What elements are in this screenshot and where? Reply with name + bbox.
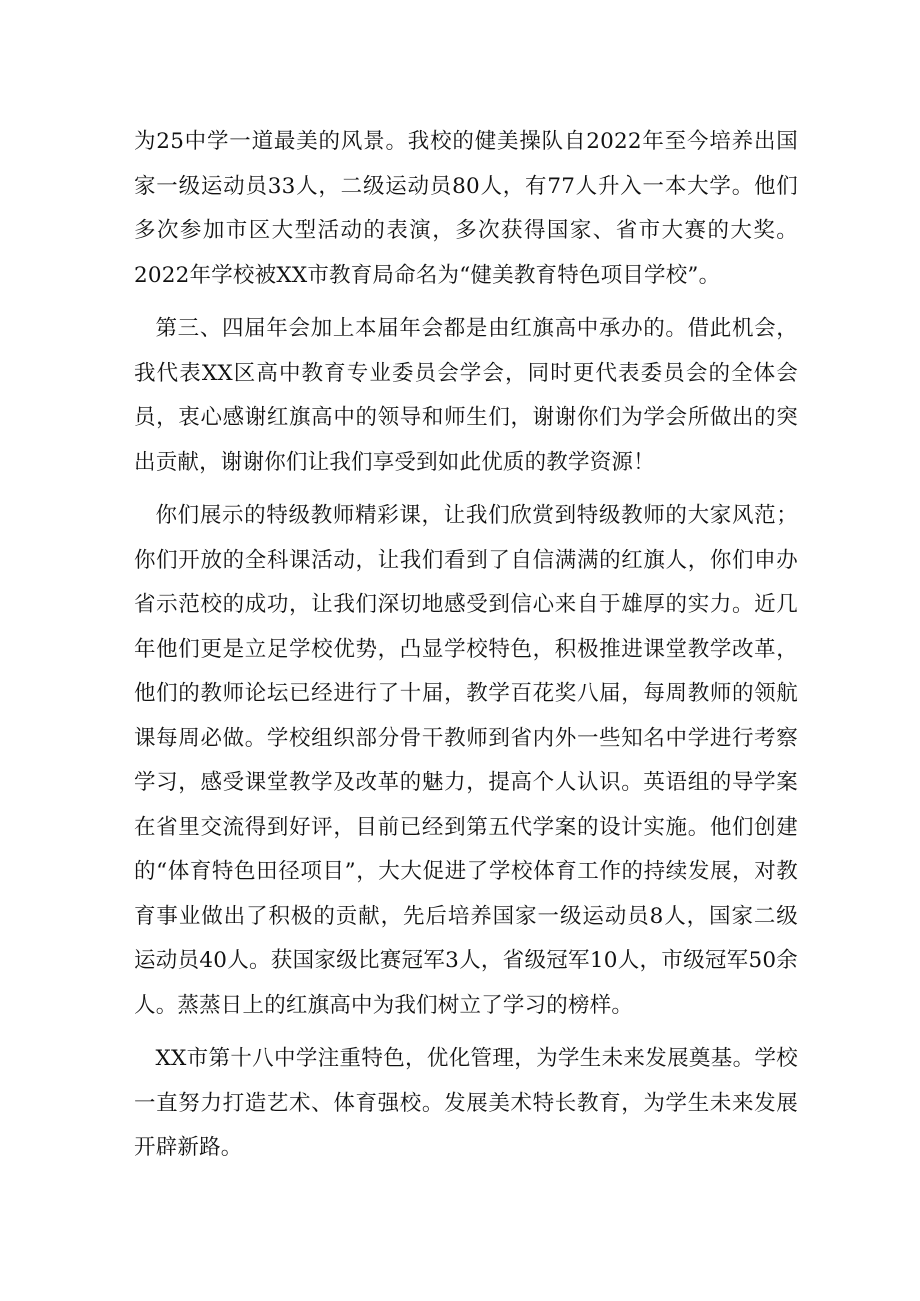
paragraph-3: 你们展示的特级教师精彩课，让我们欣赏到特级教师的大家风范；你们开放的全科课活动，让我们看到了自信满满的红旗人，你们申办省示范校的成功，让我们深切地感受到信心来自于雄厚的实力。近几年他们更是立足学校优势，凸显学校特色，积极推进课堂教学改革，他们的教师论坛已经进行了十届，教学百花奖八届，每周教师的领航课每周必做。学校组织部分骨干教师到省内外一些知名中学进行考察学习，感受课堂教学及改革的魅力，提高个人认识。英语组的导学案在省里交流得到好评，目前已经到第五代学案的设计实施。他们创建的“体育特色田径项目”，大大促进了学校体育工作的持续发展，对教育事业做出了积极的贡献，先后培养国家一级运动员8人，国家二级运动员40人。获国家级比赛冠军3人，省级冠军10人，市级冠军50余人。蒸蒸日上的红旗高中为我们树立了学习的榜样。: [134, 503, 798, 1018]
paragraph-2: 第三、四届年会加上本届年会都是由红旗高中承办的。借此机会，我代表XX区高中教育专业委员会学会，同时更代表委员会的全体会员，衷心感谢红旗高中的领导和师生们，谢谢你们为学会所做出的突出贡献，谢谢你们让我们享受到如此优质的教学资源！: [134, 316, 798, 475]
paragraph-1: 为25中学一道最美的风景。我校的健美操队自2022年至今培养出国家一级运动员33人，二级运动员80人，有77人升入一本大学。他们多次参加市区大型活动的表演，多次获得国家、省市大赛的大奖。2022年学校被XX市教育局命名为“健美教育特色项目学校”。: [134, 129, 798, 288]
document-body: [134, 120, 798, 1180]
paragraph-4: XX市第十八中学注重特色，优化管理，为学生未来发展奠基。学校一直努力打造艺术、体育强校。发展美术特长教育，为学生未来发展开辟新路。: [134, 1046, 798, 1160]
